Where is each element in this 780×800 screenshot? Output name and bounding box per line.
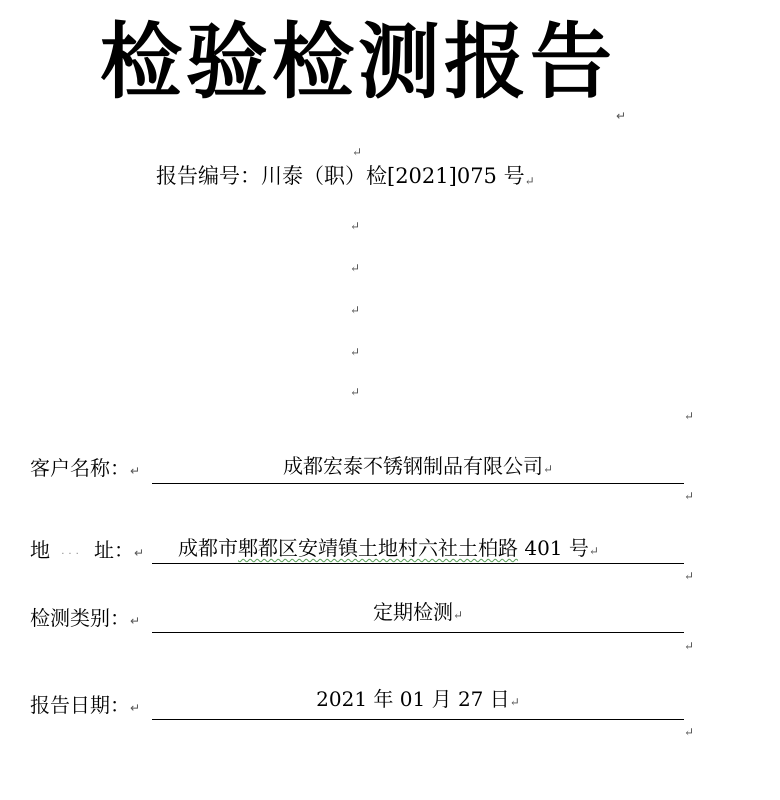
paragraph-mark: ↵	[350, 219, 361, 233]
paragraph-mark: ↵	[684, 409, 695, 423]
report-date-label: 报告日期：↵	[30, 693, 141, 717]
paragraph-mark: ↵	[684, 489, 695, 503]
report-title: 检验检测报告$_↵$	[100, 15, 631, 123]
paragraph-mark: ↵	[350, 303, 361, 317]
customer-name-label: 客户名称：↵	[30, 456, 141, 480]
spellcheck-squiggle: 郫都区安靖镇土地村六社土柏路	[238, 536, 518, 560]
label-spacing: ···	[61, 549, 83, 560]
report-date-value: 2021 年 01 月 27 日↵	[316, 687, 520, 711]
customer-name-underline	[152, 483, 684, 484]
paragraph-mark: ↵	[350, 345, 361, 359]
address-value: 成都市郫都区安靖镇土地村六社土柏路 401 号↵	[178, 536, 599, 560]
paragraph-mark: ↵	[684, 725, 695, 739]
paragraph-mark: ↵	[134, 546, 145, 560]
paragraph-mark: ↵	[588, 544, 599, 558]
paragraph-mark: ↵	[542, 462, 554, 476]
paragraph-mark: ↵	[452, 608, 464, 622]
paragraph-mark: ↵	[616, 109, 631, 123]
test-type-underline	[152, 632, 684, 633]
paragraph-mark: ↵	[684, 639, 695, 653]
paragraph-mark: ↵	[130, 464, 141, 478]
paragraph-mark: ↵	[350, 261, 361, 275]
paragraph-mark: ↵	[350, 385, 361, 399]
customer-name-value: 成都宏泰不锈钢制品有限公司↵	[282, 454, 554, 478]
test-type-label: 检测类别：↵	[30, 606, 141, 630]
paragraph-mark: ↵	[524, 174, 535, 188]
paragraph-mark: ↵	[130, 701, 141, 715]
report-number: 报告编号：川泰（职）检[2021]075 号↵	[156, 164, 535, 188]
paragraph-mark: ↵	[509, 695, 520, 709]
test-type-value: 定期检测↵	[372, 600, 464, 624]
paragraph-mark: ↵	[684, 569, 695, 583]
address-underline	[152, 563, 684, 564]
report-date-underline	[152, 719, 684, 720]
paragraph-mark: ↵	[352, 145, 363, 159]
paragraph-mark: ↵	[130, 614, 141, 628]
address-label: 地 ··· 址：↵	[30, 538, 145, 562]
